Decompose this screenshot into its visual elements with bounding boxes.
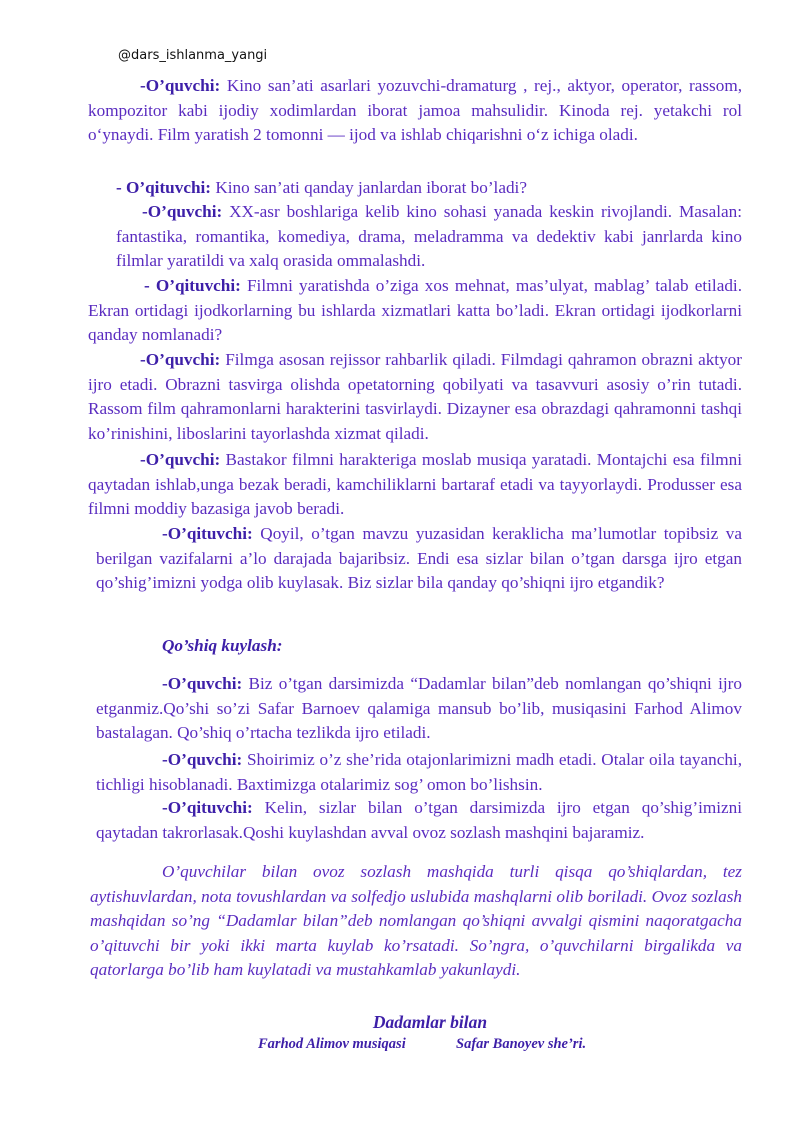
paragraph-text: Shoirimiz o’z she’rida otajonlarimizni madh etadi. Otalar oila tayanchi, tichligi hisoblanadi. Baxtimizga otalarimiz sog’ omon bo’lishsin. xyxy=(96,750,742,794)
credit-lyrics: Safar Banoyev she’ri. xyxy=(456,1036,587,1052)
paragraph-text: Kino san’ati qanday janlardan iborat bo’ladi? xyxy=(211,178,527,197)
paragraph xyxy=(116,200,742,274)
speaker-label: -O’quvchi: xyxy=(162,674,243,693)
speaker-label: -O’quvchi: xyxy=(140,76,221,95)
dialogue-block xyxy=(116,200,742,274)
speaker-label: -O’quvchi: xyxy=(142,202,223,221)
speaker-label: -O’quvchi: xyxy=(140,350,221,369)
speaker-label: - O’qituvchi: xyxy=(116,178,212,197)
paragraph-text: Kelin, sizlar bilan o’tgan darsimizda ijro etgan qo’shig’imizni qaytadan takrorlasak.Qoshi kuylashdan avval ovoz sozlash mashqini bajaramiz. xyxy=(96,798,742,842)
speaker-label: - O’qituvchi: xyxy=(144,276,241,295)
instruction-paragraph xyxy=(90,860,742,983)
speaker-label: -O’quvchi: xyxy=(140,450,221,469)
paragraph xyxy=(88,274,742,348)
dialogue-block xyxy=(88,348,742,446)
paragraph xyxy=(96,748,742,797)
paragraph-text: Filmni yaratishda o’ziga xos mehnat, mas’ulyat, mablag’ talab etiladi. Ekran ortidagi ijodkorlarning bu ishlarda xizmatlari katta bo’ladi. Ekran ortidagi ijodkorlarni qanday nomlanadi? xyxy=(88,276,742,344)
dialogue-block xyxy=(96,796,742,845)
paragraph-text: Bastakor filmni harakteriga moslab musiqa yaratadi. Montajchi esa filmni qaytadan ishlab,unga bezak beradi, kamchiliklarni bartaraf etadi va tayyorlaydi. Produsser esa filmni moddiy bazasiga javob beradi. xyxy=(88,450,742,518)
paragraph xyxy=(96,796,742,845)
dialogue-block xyxy=(88,448,742,522)
paragraph xyxy=(96,522,742,596)
section-heading: Qo’shiq kuylash: xyxy=(162,636,283,655)
speaker-label: -O’qituvchi: xyxy=(162,798,253,817)
paragraph xyxy=(88,74,742,148)
dialogue-block xyxy=(88,274,742,348)
speaker-label: -O’qituvchi: xyxy=(162,524,253,543)
paragraph-text: O’quvchilar bilan ovoz sozlash mashqida turli qisqa qo’shiqlardan, tez aytishuvlardan, nota tovushlardan va solfedjo uslubida mashqlarni olib boriladi. Ovoz sozlash mashqidan so’ng “Dadamlar bilan”deb nomlangan qo’shiqni avvalgi qismini naqoratgacha o’qituvchi bir yoki ikki marta kuylab ko’rsatadi. So’ngra, o’quvchilarni birgalikda va qatorlarga bo’lib ham kuylatadi va mustahkamlab yakunlaydi. xyxy=(90,862,742,979)
paragraph xyxy=(88,448,742,522)
paragraph xyxy=(88,348,742,446)
song-title: Dadamlar bilan xyxy=(372,1012,488,1032)
paragraph xyxy=(116,176,742,201)
credit-music: Farhod Alimov musiqasi xyxy=(258,1036,406,1052)
dialogue-block xyxy=(96,522,742,596)
dialogue-block xyxy=(96,672,742,746)
paragraph-text: Biz o’tgan darsimizda “Dadamlar bilan”deb nomlangan qo’shiqni ijro etganmiz.Qo’shi so’zi Safar Barnoev qalamiga mansub bo’lib, musiqasini Farhod Alimov bastalagan. Qo’shiq o’rtacha tezlikda ijro etiladi. xyxy=(96,674,742,742)
dialogue-block xyxy=(88,74,742,148)
dialogue-block xyxy=(116,176,742,201)
paragraph-text: XX-asr boshlariga kelib kino sohasi yanada keskin rivojlandi. Masalan: fantastika, romantika, komediya, drama, meladramma va dedektiv kabi janrlarda kino filmlar yaratildi va xalq orasida ommalashdi. xyxy=(116,202,742,270)
paragraph-text: Filmga asosan rejissor rahbarlik qiladi. Filmdagi qahramon obrazni aktyor ijro etadi. Obrazni tasvirga olishda opetatorning qobilyati va tasavvuri asosiy o’rin tutadi. Rassom film qahramonlarni harakterini tasvirlaydi. Dizayner esa obrazdagi qahramonni tashqi ko’rinishini, liboslarini tayorlashda xizmat qiladi. xyxy=(88,350,742,443)
paragraph-text: Kino san’ati asarlari yozuvchi-dramaturg , rej., aktyor, operator, rassom, kompozitor kabi ijodiy xodimlardan iborat jamoa mahsulidir. Kinoda rej. yetakchi rol oʻynaydi. Film yaratish 2 tomonni — ijod va ishlab chiqarishni oʻz ichiga oladi. xyxy=(88,76,742,144)
speaker-label: -O’quvchi: xyxy=(162,750,243,769)
paragraph xyxy=(96,672,742,746)
watermark: @dars_ishlanma_yangi xyxy=(118,48,268,63)
dialogue-block xyxy=(96,748,742,797)
paragraph-text: Qoyil, o’tgan mavzu yuzasidan keraklicha ma’lumotlar topibsiz va berilgan vazifalarni a’lo darajada bajaribsiz. Endi esa sizlar bilan o’tgan darsga ijro etgan qo’shig’imizni yodga olib kuylasak. Biz sizlar bila qanday qo’shiqni ijro etgandik? xyxy=(96,524,742,592)
